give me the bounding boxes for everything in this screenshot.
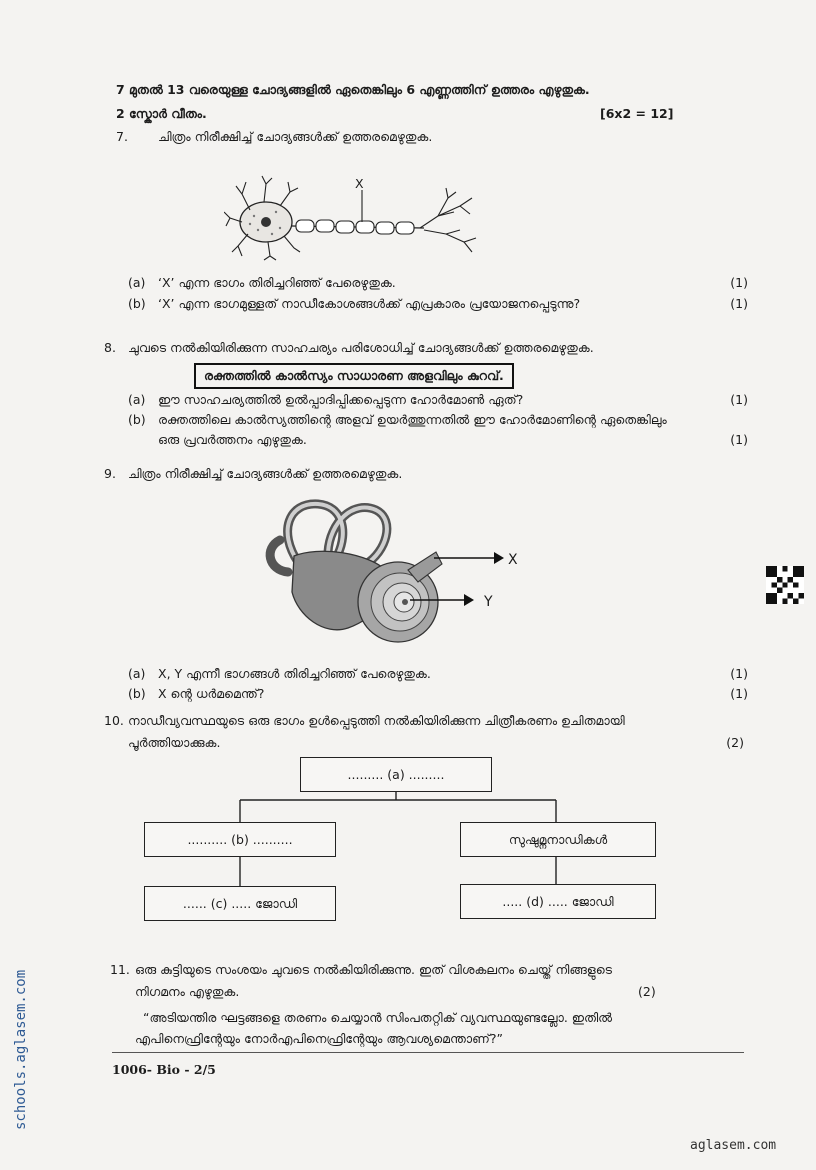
q10-text-2: പൂർത്തിയാക്കുക. [128,735,221,750]
q9a-mark: (1) [730,666,748,681]
q7a-text: ‘X’ എന്ന ഭാഗം തിരിച്ചറിഞ്ഞ് പേരെഴുതുക. [158,275,396,290]
flowchart-box-a: ......... (a) ......... [300,757,492,792]
q8-text: ചുവടെ നൽകിയിരിക്കുന്ന സാഹചര്യം പരിശോധിച്ച് ചോദ്യങ്ങൾക്ക് ഉത്തരമെഴുതുക. [128,340,594,355]
instruction-line-1: 7 മുതൽ 13 വരെയുള്ള ചോദ്യങ്ങളിൽ ഏതെങ്കിലും 6 എണ്ണത്തിന് ഉത്തരം എഴുതുക. [116,82,590,97]
q11-mark: (2) [638,984,656,999]
q7b-text: ‘X’ എന്ന ഭാഗമുള്ളത് നാഡീകോശങ്ങൾക്ക് എപ്രകാരം പ്രയോജനപ്പെടുന്നു? [158,296,581,311]
q8b-label: (b) [128,412,146,427]
q7-diagram-label-x: X [355,176,364,191]
corner-watermark: aglasem.com [690,1138,777,1153]
q7a-mark: (1) [730,275,748,290]
q8a-label: (a) [128,392,146,407]
q9-text: ചിത്രം നിരീക്ഷിച്ച് ചോദ്യങ്ങൾക്ക് ഉത്തരമെഴുതുക. [128,466,403,481]
footer-divider [112,1052,744,1053]
q9b-mark: (1) [730,686,748,701]
q9a-label: (a) [128,666,146,681]
q11-text-1: ഒരു കുട്ടിയുടെ സംശയം ചുവടെ നൽകിയിരിക്കുന്നു. ഇത് വിശകലനം ചെയ്ത് നിങ്ങളുടെ [135,962,612,977]
flowchart-box-d: ..... (d) ..... ജോഡി [460,884,656,919]
q9a-text: X, Y എന്നീ ഭാഗങ്ങൾ തിരിച്ചറിഞ്ഞ് പേരെഴുതുക. [158,666,431,681]
flowchart-box-spinal-nerves: സുഷുമ്നനാഡികൾ [460,822,656,857]
q7-number: 7. [116,129,128,144]
instruction-score: [6x2 = 12] [600,106,674,121]
q9-label-x: X [508,552,518,568]
q11-quote-2: എപിനെഫ്രിന്റേയും നോർഎപിനെഫ്രിന്റേയും ആവശ്യമെന്താണ്?” [135,1031,503,1046]
q8a-mark: (1) [730,392,748,407]
q7b-mark: (1) [730,296,748,311]
flowchart-box-b: .......... (b) .......... [144,822,336,857]
q9-label-y: Y [484,594,493,610]
q7b-label: (b) [128,296,146,311]
q8b-text-2: ഒരു പ്രവർത്തനം എഴുതുക. [158,432,307,447]
q8-number: 8. [104,340,116,355]
q11-number: 11. [110,962,130,977]
q11-text-2: നിഗമനം എഴുതുക. [135,984,240,999]
q8b-mark: (1) [730,432,748,447]
flowchart-box-c: ...... (c) ..... ജോഡി [144,886,336,921]
footer-code: 1006- Bio - 2/5 [112,1062,216,1077]
q8-situation-box: രക്തത്തിൽ കാൽസ്യം സാധാരണ അളവിലും കുറവ്. [194,363,514,389]
q7a-label: (a) [128,275,146,290]
q11-quote-1: “അടിയന്തിര ഘട്ടങ്ങളെ തരണം ചെയ്യാൻ സിംപതറ്റിക് വ്യവസ്ഥയുണ്ടല്ലോ. ഇതിൽ [143,1010,613,1025]
q9b-text: X ന്റെ ധർമമെന്ത്? [158,686,265,701]
q10-text-1: നാഡീവ്യവസ്ഥയുടെ ഒരു ഭാഗം ഉൾപ്പെടുത്തി നൽകിയിരിക്കുന്ന ചിത്രീകരണം ഉചിതമായി [128,713,625,728]
q10-mark: (2) [726,735,744,750]
q9b-label: (b) [128,686,146,701]
side-watermark: schools.aglasem.com [13,969,29,1130]
q8a-text: ഈ സാഹചര്യത്തിൽ ഉൽപ്പാദിപ്പിക്കപ്പെടുന്ന ഹോർമോൺ ഏത്? [158,392,524,407]
q9-number: 9. [104,466,116,481]
q7-text: ചിത്രം നിരീക്ഷിച്ച് ചോദ്യങ്ങൾക്ക് ഉത്തരമെഴുതുക. [158,129,433,144]
q8b-text-1: രക്തത്തിലെ കാൽസ്യത്തിന്റെ അളവ് ഉയർത്തുന്നതിൽ ഈ ഹോർമോണിന്റെ ഏതെങ്കിലും [158,412,667,427]
instruction-line-2: 2 സ്കോർ വീതം. [116,106,207,121]
q10-number: 10. [104,713,124,728]
